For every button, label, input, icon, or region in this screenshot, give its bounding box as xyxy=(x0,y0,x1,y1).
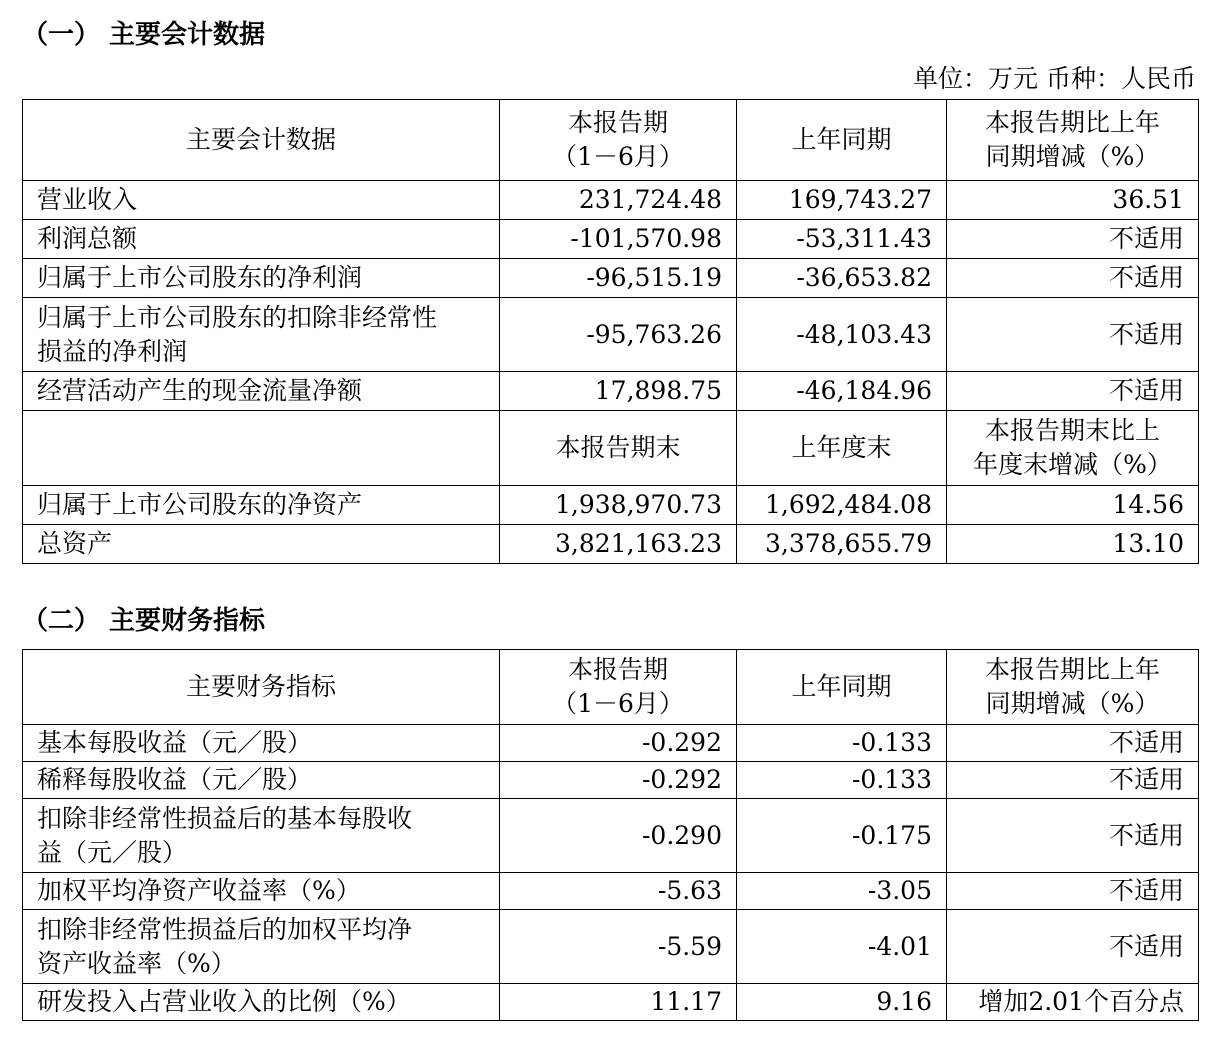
current-value: -5.63 xyxy=(500,873,737,910)
change-value: 不适用 xyxy=(947,762,1199,799)
row-label: 归属于上市公司股东的净资产 xyxy=(23,486,500,525)
row-label: 稀释每股收益（元／股） xyxy=(23,762,500,799)
header-cell-prior-period: 上年同期 xyxy=(737,100,947,181)
prior-value: 3,378,655.79 xyxy=(737,525,947,564)
current-value: 17,898.75 xyxy=(500,372,737,411)
header-cell-change xyxy=(947,650,1199,725)
header-text: 本报告期 xyxy=(567,655,668,684)
table-row xyxy=(23,525,1199,564)
prior-value: -53,311.43 xyxy=(737,220,947,259)
change-value: 增加2.01个百分点 xyxy=(947,984,1199,1021)
change-value: 不适用 xyxy=(947,910,1199,984)
prior-value: -46,184.96 xyxy=(737,372,947,411)
change-value: 13.10 xyxy=(947,525,1199,564)
header-cell-prior-year-end: 上年度末 xyxy=(737,411,947,486)
header-cell-item: 主要财务指标 xyxy=(23,650,500,725)
row-label-line: 扣除非经常性损益后的基本每股收 xyxy=(37,803,413,833)
table-row xyxy=(23,910,1199,984)
prior-value: -0.133 xyxy=(737,725,947,762)
header-cell-period-end: 本报告期末 xyxy=(500,411,737,486)
row-label-line: 资产收益率（%） xyxy=(37,948,236,978)
row-label: 营业收入 xyxy=(23,181,500,220)
header-text: 本报告期 xyxy=(567,108,668,137)
table-row xyxy=(23,220,1199,259)
change-value: 不适用 xyxy=(947,259,1199,298)
key-financial-indicators-table xyxy=(22,649,1199,1021)
current-value: 231,724.48 xyxy=(500,181,737,220)
prior-value: -0.175 xyxy=(737,799,947,873)
table-row xyxy=(23,372,1199,411)
prior-value: -36,653.82 xyxy=(737,259,947,298)
current-value: 3,821,163.23 xyxy=(500,525,737,564)
change-value: 不适用 xyxy=(947,372,1199,411)
change-value: 36.51 xyxy=(947,181,1199,220)
row-label: 基本每股收益（元／股） xyxy=(23,725,500,762)
header-cell-item xyxy=(23,411,500,486)
header-text: （1－6月） xyxy=(552,689,684,718)
table-header-row xyxy=(23,650,1199,725)
change-value: 不适用 xyxy=(947,220,1199,259)
row-label-line: 损益的净利润 xyxy=(37,336,188,366)
table-row xyxy=(23,259,1199,298)
row-label xyxy=(23,298,500,372)
change-value: 不适用 xyxy=(947,725,1199,762)
header-text: 本报告期末比上 xyxy=(984,416,1160,445)
row-label: 经营活动产生的现金流量净额 xyxy=(23,372,500,411)
current-value: 1,938,970.73 xyxy=(500,486,737,525)
header-cell-change xyxy=(947,100,1199,181)
row-label xyxy=(23,910,500,984)
row-label: 研发投入占营业收入的比例（%） xyxy=(23,984,500,1021)
prior-value: -3.05 xyxy=(737,873,947,910)
section-title-key-financial-indicators: （二） 主要财务指标 xyxy=(22,606,266,636)
row-label: 归属于上市公司股东的净利润 xyxy=(23,259,500,298)
row-label-line: 扣除非经常性损益后的加权平均净 xyxy=(37,914,413,944)
row-label: 总资产 xyxy=(23,525,500,564)
current-value: -5.59 xyxy=(500,910,737,984)
table-header-row xyxy=(23,100,1199,181)
row-label-line: 归属于上市公司股东的扣除非经常性 xyxy=(37,302,438,332)
header-text: （1－6月） xyxy=(552,142,684,171)
header-text: 本报告期比上年 xyxy=(984,108,1160,137)
prior-value: 169,743.27 xyxy=(737,181,947,220)
current-value: 11.17 xyxy=(500,984,737,1021)
current-value: -0.290 xyxy=(500,799,737,873)
prior-value: -48,103.43 xyxy=(737,298,947,372)
header-text: 年度末增减（%） xyxy=(973,450,1172,479)
prior-value: 1,692,484.08 xyxy=(737,486,947,525)
current-value: -96,515.19 xyxy=(500,259,737,298)
row-label: 加权平均净资产收益率（%） xyxy=(23,873,500,910)
change-value: 不适用 xyxy=(947,799,1199,873)
table-row xyxy=(23,984,1199,1021)
prior-value: 9.16 xyxy=(737,984,947,1021)
prior-value: -0.133 xyxy=(737,762,947,799)
section-title-key-accounting-data: （一） 主要会计数据 xyxy=(22,20,266,50)
header-cell-item: 主要会计数据 xyxy=(23,100,500,181)
current-value: -95,763.26 xyxy=(500,298,737,372)
header-text: 本报告期比上年 xyxy=(984,655,1160,684)
header-cell-current-period xyxy=(500,650,737,725)
current-value: -0.292 xyxy=(500,762,737,799)
header-cell-change xyxy=(947,411,1199,486)
header-cell-current-period xyxy=(500,100,737,181)
header-text: 同期增减（%） xyxy=(985,689,1160,718)
row-label-line: 益（元／股） xyxy=(37,837,188,867)
table-row xyxy=(23,181,1199,220)
table-row xyxy=(23,799,1199,873)
change-value: 不适用 xyxy=(947,873,1199,910)
header-cell-prior-period: 上年同期 xyxy=(737,650,947,725)
table-subheader-row xyxy=(23,411,1199,486)
table-row xyxy=(23,298,1199,372)
table-row xyxy=(23,762,1199,799)
current-value: -0.292 xyxy=(500,725,737,762)
current-value: -101,570.98 xyxy=(500,220,737,259)
table-row xyxy=(23,486,1199,525)
unit-currency-note: 单位：万元 币种：人民币 xyxy=(913,64,1196,93)
table-row xyxy=(23,873,1199,910)
header-text: 同期增减（%） xyxy=(985,142,1160,171)
key-accounting-data-table xyxy=(22,99,1199,564)
row-label: 利润总额 xyxy=(23,220,500,259)
prior-value: -4.01 xyxy=(737,910,947,984)
change-value: 不适用 xyxy=(947,298,1199,372)
table-row xyxy=(23,725,1199,762)
row-label xyxy=(23,799,500,873)
change-value: 14.56 xyxy=(947,486,1199,525)
